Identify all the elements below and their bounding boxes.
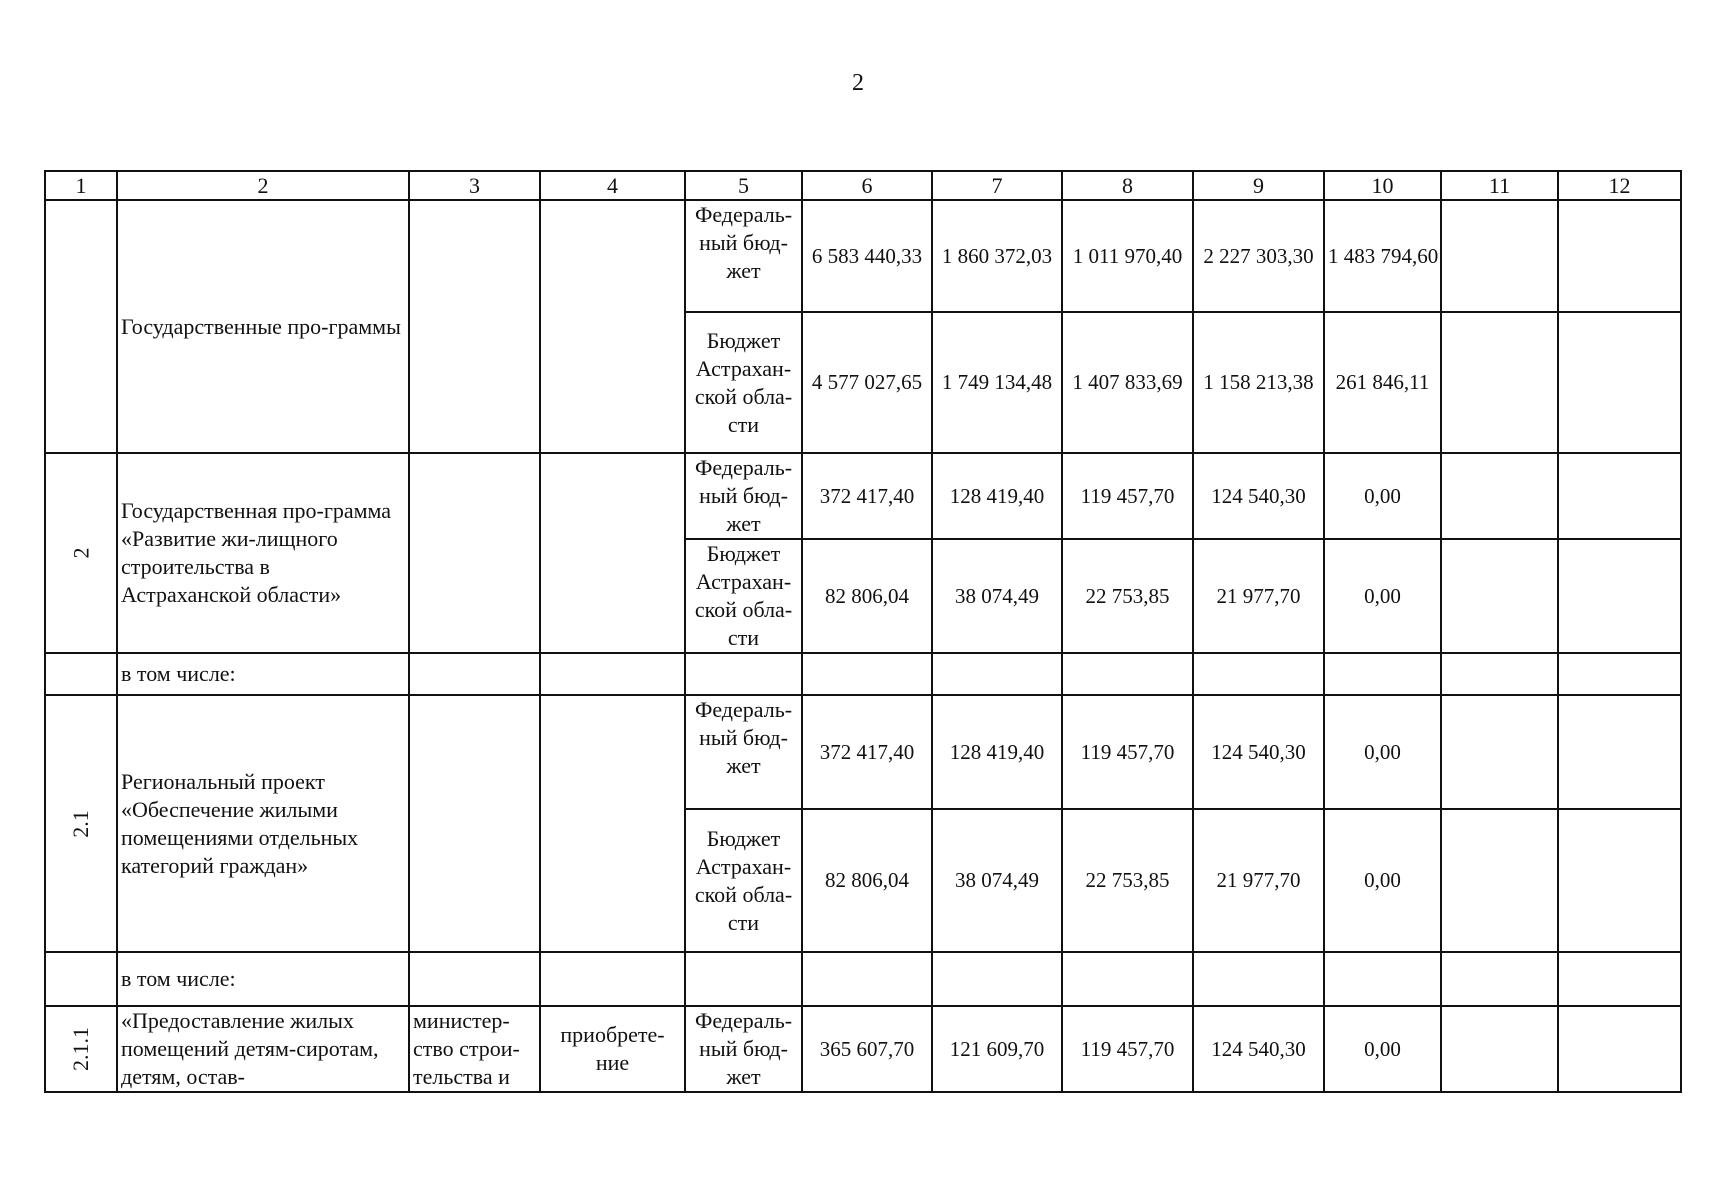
value-cell: 128 419,40	[932, 695, 1062, 809]
row-name: Региональный проект «Обеспечение жилыми помещениями отдельных категорий граждан»	[117, 695, 409, 952]
value-cell: 124 540,30	[1193, 695, 1324, 809]
value-cell: 119 457,70	[1062, 453, 1193, 539]
value-cell: 365 607,70	[802, 1006, 932, 1092]
value-cell: 372 417,40	[802, 695, 932, 809]
row-number: 2.1	[45, 695, 117, 952]
col-header: 9	[1193, 171, 1324, 200]
col-header: 2	[117, 171, 409, 200]
value-cell: 0,00	[1324, 809, 1441, 952]
col-header: 11	[1441, 171, 1558, 200]
value-cell: 82 806,04	[802, 809, 932, 952]
including-label: в том числе:	[117, 653, 409, 695]
budget-table	[44, 170, 1682, 1093]
table-row	[45, 1006, 1681, 1092]
table-row	[45, 200, 1681, 312]
col-header: 7	[932, 171, 1062, 200]
header-row	[45, 171, 1681, 200]
value-cell: 0,00	[1324, 695, 1441, 809]
row-name: «Предоставление жилых помещений детям-сиротам, детям, остав-	[117, 1006, 409, 1092]
page-number: 2	[852, 70, 864, 96]
value-cell: 128 419,40	[932, 453, 1062, 539]
col-header: 5	[685, 171, 802, 200]
value-cell: 119 457,70	[1062, 695, 1193, 809]
value-cell: 21 977,70	[1193, 539, 1324, 653]
value-cell: 1 860 372,03	[932, 200, 1062, 312]
executor-cell: министер-ство строи-тельства и	[409, 1006, 540, 1092]
value-cell: 21 977,70	[1193, 809, 1324, 952]
col-header: 10	[1324, 171, 1441, 200]
value-cell: 121 609,70	[932, 1006, 1062, 1092]
col-header: 12	[1558, 171, 1681, 200]
value-cell: 4 577 027,65	[802, 312, 932, 453]
value-cell: 124 540,30	[1193, 453, 1324, 539]
row-name: Государственная про-грамма «Развитие жи-лищного строительства в Астраханской области»	[117, 453, 409, 653]
value-cell: 0,00	[1324, 539, 1441, 653]
value-cell: 119 457,70	[1062, 1006, 1193, 1092]
col-header: 1	[45, 171, 117, 200]
funding-source: Федераль-ный бюд-жет	[685, 453, 802, 539]
col-header: 6	[802, 171, 932, 200]
value-cell: 1 749 134,48	[932, 312, 1062, 453]
value-cell: 0,00	[1324, 1006, 1441, 1092]
funding-source: Федераль-ный бюд-жет	[685, 695, 802, 809]
funding-source: Федераль-ный бюд-жет	[685, 200, 802, 312]
value-cell: 2 227 303,30	[1193, 200, 1324, 312]
including-label: в том числе:	[117, 952, 409, 1006]
value-cell: 1 407 833,69	[1062, 312, 1193, 453]
value-cell: 22 753,85	[1062, 539, 1193, 653]
value-cell: 372 417,40	[802, 453, 932, 539]
table-row	[45, 695, 1681, 809]
value-cell: 124 540,30	[1193, 1006, 1324, 1092]
value-cell: 1 011 970,40	[1062, 200, 1193, 312]
funding-source: Федераль-ный бюд-жет	[685, 1006, 802, 1092]
value-cell: 1 483 794,60	[1324, 200, 1441, 312]
value-cell: 0,00	[1324, 453, 1441, 539]
col-header: 8	[1062, 171, 1193, 200]
row-number: 2.1.1	[45, 1006, 117, 1092]
table-row	[45, 952, 1681, 1006]
value-cell: 22 753,85	[1062, 809, 1193, 952]
funding-source: Бюджет Астрахан-ской обла-сти	[685, 539, 802, 653]
value-cell: 1 158 213,38	[1193, 312, 1324, 453]
col-header: 3	[409, 171, 540, 200]
value-cell: 38 074,49	[932, 809, 1062, 952]
funding-source: Бюджет Астрахан-ской обла-сти	[685, 809, 802, 952]
row-number: 2	[45, 453, 117, 653]
funding-source: Бюджет Астрахан-ской обла-сти	[685, 312, 802, 453]
table-row	[45, 453, 1681, 539]
col-header: 4	[540, 171, 685, 200]
value-cell: 261 846,11	[1324, 312, 1441, 453]
row-name: Государственные про-граммы	[117, 200, 409, 453]
table-row	[45, 653, 1681, 695]
value-cell: 82 806,04	[802, 539, 932, 653]
value-cell: 6 583 440,33	[802, 200, 932, 312]
value-cell: 38 074,49	[932, 539, 1062, 653]
action-cell: приобрете-ние	[540, 1006, 685, 1092]
